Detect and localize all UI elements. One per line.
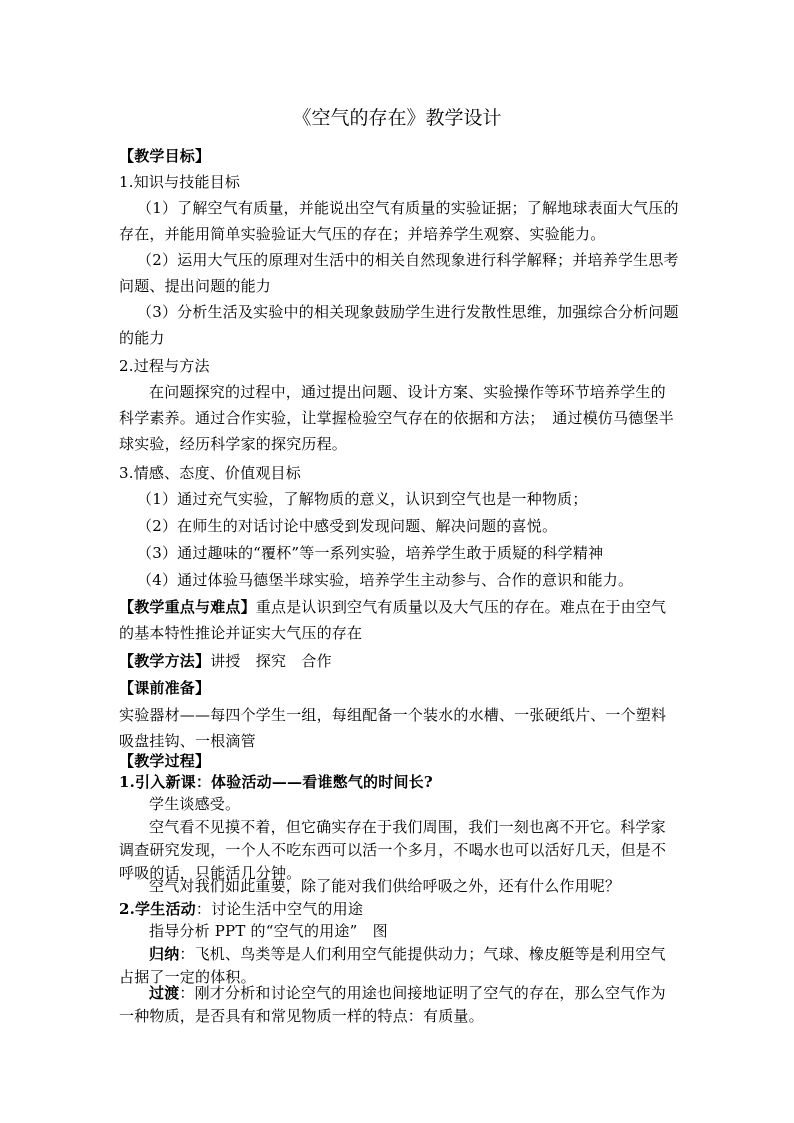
goal-1-item-3: （3）分析生活及实验中的相关现象鼓励学生进行发散性思维，加强综合分析问题的能力 bbox=[119, 303, 679, 347]
step-1-heading: 1.引入新课：体验活动——看谁憋气的时间长? bbox=[119, 773, 433, 791]
prep-paragraph: 实验器材——每四个学生一组，每组配备一个装水的水槽、一张硬纸片、一个塑料吸盘挂钩、一根滴管 bbox=[119, 706, 667, 750]
prep-heading: 【课前准备】 bbox=[119, 679, 211, 697]
transition-label: 过渡 bbox=[149, 984, 180, 1002]
goal-3-heading: 3.情感、态度、价值观目标 bbox=[119, 464, 301, 482]
summary-label: 归纳 bbox=[149, 945, 180, 963]
step-2-heading bbox=[119, 898, 679, 921]
method-text: 讲授 探究 合作 bbox=[210, 652, 332, 670]
summary-text: ：飞机、鸟类等是人们利用空气能提供动力；气球、橡皮艇等是利用空气占据了一定的体积。 bbox=[119, 945, 666, 986]
transition-text: ：刚才分析和讨论空气的用途也间接地证明了空气的存在，那么空气作为一种物质，是否具有和常见物质一样的特点：有质量。 bbox=[119, 984, 666, 1025]
process-heading: 【教学过程】 bbox=[119, 752, 211, 770]
step-1-paragraph-3: 空气对我们如此重要，除了能对我们供给呼吸之外，还有什么作用呢？ bbox=[149, 877, 621, 895]
step-2-text: ：讨论生活中空气的用途 bbox=[195, 900, 364, 918]
goal-1-item-2: （2）运用大气压的原理对生活中的相关自然现象进行科学解释；并培养学生思考问题、提出问题的能力 bbox=[119, 251, 679, 295]
key-points-paragraph bbox=[119, 594, 679, 646]
step-2-paragraph-1: 指导分析 PPT 的“空气的用途” 图 bbox=[149, 922, 388, 940]
goal-1-item-1: （1）了解空气有质量，并能说出空气有质量的实验证据；了解地球表面大气压的存在，并能用简单实验验证大气压的存在；并培养学生观察、实验能力。 bbox=[119, 199, 679, 243]
goal-3-item-3: （3）通过趣味的“覆杯”等一系列实验，培养学生敢于质疑的科学精神 bbox=[137, 544, 604, 562]
goal-2-paragraph: 在问题探究的过程中，通过提出问题、设计方案、实验操作等环节培养学生的科学素养。通过合作实验，让掌握检验空气存在的依据和方法； 通过模仿马德堡半球实验，经历科学家的探究历程。 bbox=[119, 383, 674, 453]
goal-3-item-4: （4）通过体验马德堡半球实验，培养学生主动参与、合作的意识和能力。 bbox=[137, 571, 634, 589]
method-label: 【教学方法】 bbox=[119, 652, 211, 670]
goal-3-item-1: （1）通过充气实验，了解物质的意义，认识到空气也是一种物质； bbox=[137, 490, 588, 508]
goal-1-heading: 1.知识与技能目标 bbox=[119, 173, 241, 191]
key-points-text: 重点是认识到空气有质量以及大气压的存在。难点在于由空气的基本特性推论并证实大气压的存在 bbox=[119, 598, 667, 642]
key-points-label: 【教学重点与难点】 bbox=[119, 598, 256, 616]
step-2-label: 2.学生活动 bbox=[119, 900, 196, 918]
document-title: 《空气的存在》教学设计 bbox=[292, 107, 502, 129]
step-2-transition bbox=[119, 982, 679, 1028]
method-paragraph bbox=[119, 648, 679, 674]
goal-3-item-2: （2）在师生的对话讨论中感受到发现问题、解决问题的喜悦。 bbox=[137, 517, 558, 535]
step-1-paragraph-1: 学生谈感受。 bbox=[149, 795, 241, 813]
step-1-paragraph-2: 空气看不见摸不着，但它确实存在于我们周围，我们一刻也离不开它。科学家调查研究发现，一个人不吃东西可以活一个多月，不喝水也可以活好几天，但是不呼吸的话，只能活几分钟。 bbox=[119, 818, 667, 882]
goals-heading: 【教学目标】 bbox=[119, 147, 211, 165]
goal-2-heading: 2.过程与方法 bbox=[119, 357, 210, 375]
